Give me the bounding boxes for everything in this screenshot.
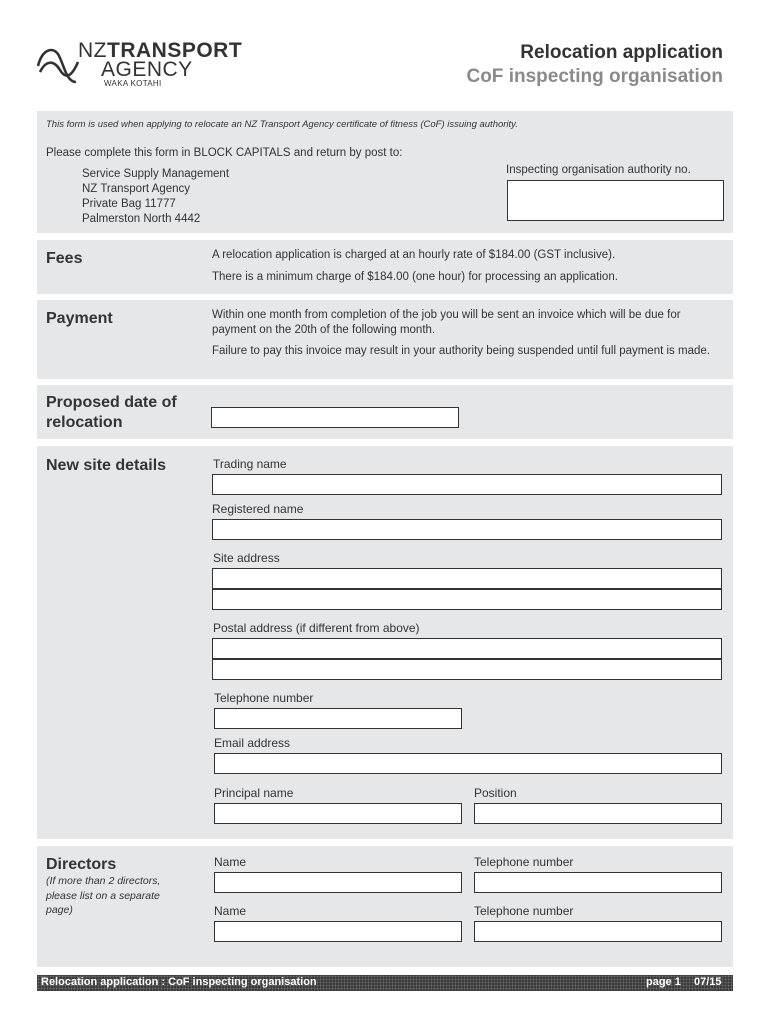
- postal-address-input-1[interactable]: [212, 638, 722, 659]
- registered-name-input[interactable]: [212, 519, 722, 540]
- nzta-logo-icon: [36, 42, 80, 90]
- fees-text-2: There is a minimum charge of $184.00 (one hour) for processing an application.: [212, 271, 618, 283]
- fees-text-1: A relocation application is charged at an hourly rate of $184.00 (GST inclusive).: [212, 249, 616, 261]
- authority-number-label: Inspecting organisation authority no.: [506, 164, 691, 176]
- directors-note: (If more than 2 directors, please list on a separate page): [46, 875, 161, 916]
- logo-transport-text: TRANSPORT: [107, 39, 243, 62]
- telephone-input[interactable]: [214, 708, 462, 729]
- directors-title: Directors: [46, 856, 117, 873]
- director-1-name-label: Name: [214, 855, 247, 869]
- new-site-title: New site details: [46, 457, 167, 474]
- intro-note: This form is used when applying to relocate an NZ Transport Agency certificate of fitness (CoF) issuing authority.: [46, 119, 518, 130]
- authority-number-input[interactable]: [507, 180, 724, 221]
- trading-name-input[interactable]: [212, 474, 722, 495]
- new-site-panel: [37, 446, 733, 839]
- director-1-name-input[interactable]: [214, 872, 462, 893]
- email-input[interactable]: [214, 753, 722, 774]
- fees-title: Fees: [46, 250, 83, 267]
- footer-version: 07/15: [694, 976, 722, 988]
- postal-address-input-2[interactable]: [212, 659, 722, 680]
- logo-nz-text: NZ: [78, 39, 107, 62]
- director-1-phone-input[interactable]: [474, 872, 722, 893]
- payment-text-1: Within one month from completion of the job you will be sent an invoice which will be due for payment on the 20th of the following month.: [212, 309, 681, 336]
- trading-name-label: Trading name: [213, 457, 287, 471]
- logo-agency-text: AGENCY: [101, 58, 193, 81]
- director-2-phone-input[interactable]: [474, 921, 722, 942]
- payment-text-2: Failure to pay this invoice may result in your authority being suspended until full payment is made.: [212, 345, 710, 357]
- principal-name-input[interactable]: [214, 803, 462, 824]
- principal-name-label: Principal name: [214, 786, 294, 800]
- fees-panel: [37, 240, 733, 294]
- proposed-date-panel: [37, 385, 733, 439]
- form-title: Relocation application: [520, 42, 723, 63]
- director-2-name-input[interactable]: [214, 921, 462, 942]
- page-footer: [37, 975, 733, 991]
- payment-title: Payment: [46, 310, 113, 327]
- proposed-date-title: Proposed date of relocation: [46, 394, 177, 431]
- footer-page-number: page 1: [646, 976, 681, 988]
- address-line: Service Supply Management: [82, 168, 230, 180]
- email-label: Email address: [214, 736, 291, 750]
- registered-name-label: Registered name: [212, 502, 304, 516]
- payment-panel: [37, 300, 733, 379]
- director-2-name-label: Name: [214, 904, 247, 918]
- position-label: Position: [474, 786, 517, 800]
- director-2-phone-label: Telephone number: [474, 904, 574, 918]
- address-line: Palmerston North 4442: [82, 213, 201, 225]
- proposed-date-input[interactable]: [211, 407, 459, 428]
- footer-title: Relocation application : CoF inspecting organisation: [41, 976, 317, 988]
- site-address-label: Site address: [213, 551, 280, 565]
- telephone-label: Telephone number: [214, 691, 314, 705]
- address-line: NZ Transport Agency: [82, 183, 191, 195]
- site-address-input-2[interactable]: [212, 589, 722, 610]
- address-line: Private Bag 11777: [82, 198, 176, 210]
- intro-instruction: Please complete this form in BLOCK CAPITALS and return by post to:: [46, 147, 403, 159]
- director-1-phone-label: Telephone number: [474, 855, 574, 869]
- logo-subtitle: WAKA KOTAHI: [104, 79, 162, 88]
- form-subtitle: CoF inspecting organisation: [466, 66, 723, 87]
- postal-address-block: [82, 167, 229, 227]
- postal-address-label: Postal address (if different from above): [213, 621, 420, 635]
- position-input[interactable]: [474, 803, 722, 824]
- directors-panel: [37, 846, 733, 967]
- site-address-input-1[interactable]: [212, 568, 722, 589]
- intro-panel: [37, 111, 733, 233]
